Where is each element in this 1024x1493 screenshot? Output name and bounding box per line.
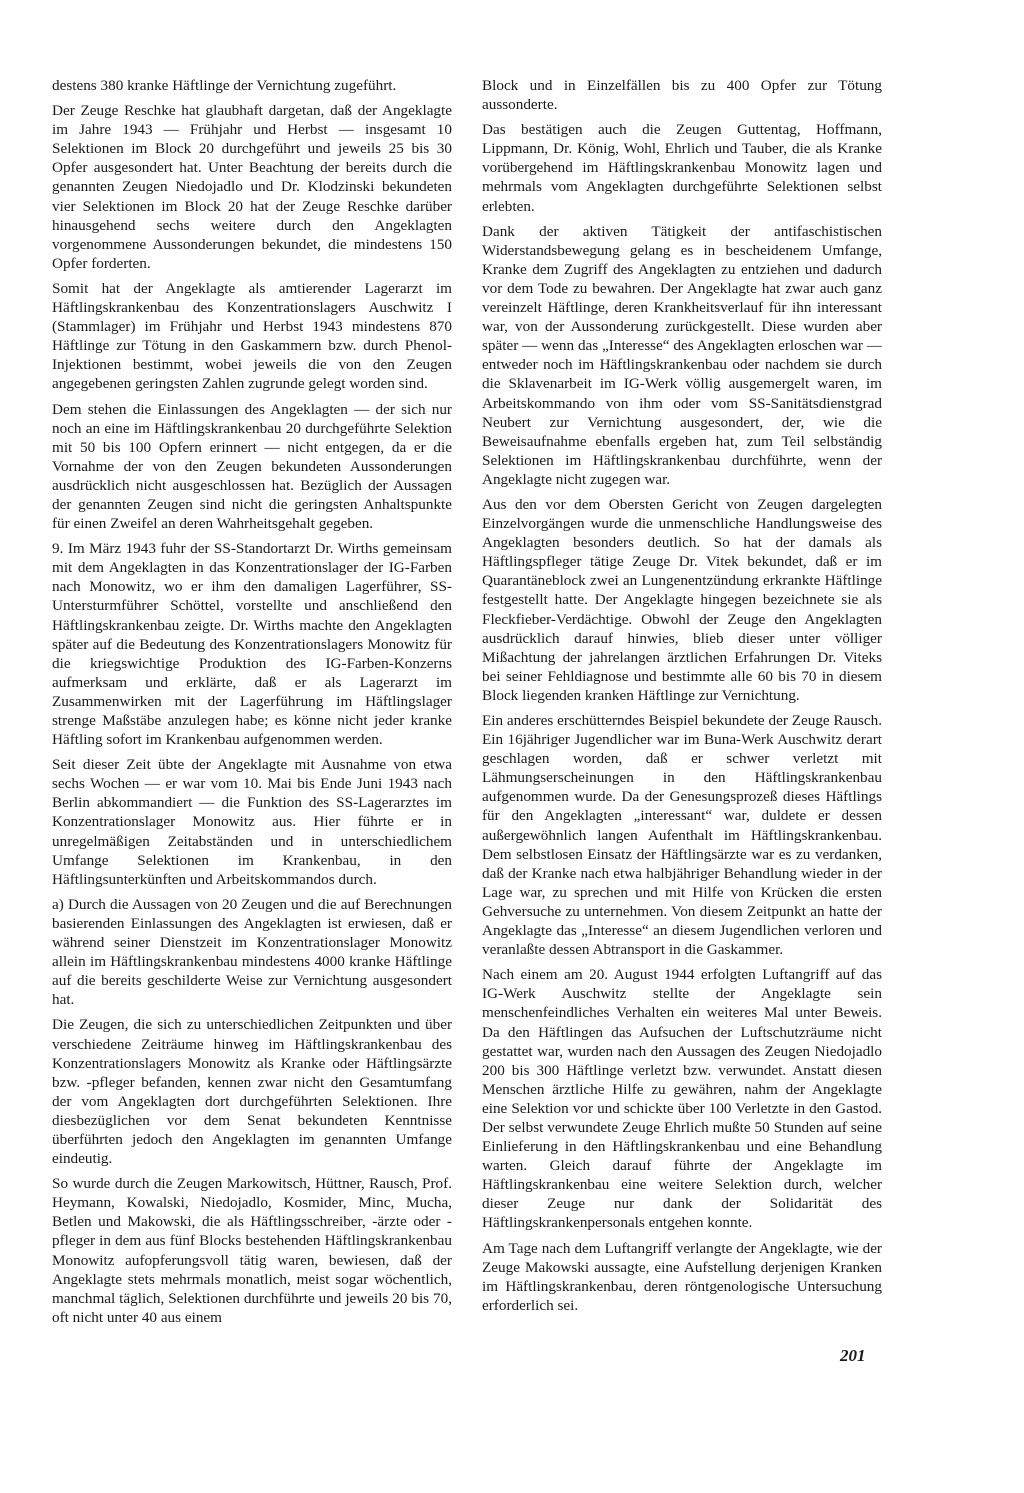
left-column bbox=[52, 76, 452, 1333]
paragraph: Ein anderes erschütterndes Beispiel bekundete der Zeuge Rausch. Ein 16jähriger Jugendlicher war im Buna-Werk Auschwitz derart geschlagen worden, daß er schwer verletzt mit Lähmungserscheinungen in den Häftlingskrankenbau aufgenommen wurde. Da der Genesungsprozeß dieses Häftlings für den Angeklagten „interessant“ war, duldete er dessen außergewöhnlich langen Aufenthalt im Häftlingskrankenbau. Dem selbstlosen Einsatz der Häftlingsärzte war es zu verdanken, daß der Kranke nach etwa halbjähriger Behandlung wieder in der Lage war, zu sprechen und mit Hilfe von Krücken die ersten Gehversuche zu unternehmen. Von diesem Zeitpunkt an hatte der Angeklagte das „Interesse“ an diesem Jugendlichen verloren und veranlaßte dessen Abtransport in die Gaskammer. bbox=[482, 712, 882, 959]
paragraph: Dem stehen die Einlassungen des Angeklagten — der sich nur noch an eine im Häftlingskrankenbau 20 durchgeführte Selektion mit 50 bis 100 Opfern erinnert — nicht entgegen, da er die Vornahme der von den Zeugen bekundeten Aussonderungen ausdrücklich nicht ausgeschlossen hat. Bezüglich der Aussagen der genannten Zeugen sind nicht die geringsten Anhaltspunkte für einen Zweifel an deren Wahrheitsgehalt gegeben. bbox=[52, 400, 452, 533]
paragraph: a) Durch die Aussagen von 20 Zeugen und die auf Berechnungen basierenden Einlassungen des Angeklagten ist erwiesen, daß er während seiner Dienstzeit im Konzentrationslager Monowitz allein im Häftlingskrankenbau mindestens 4000 kranke Häftlinge auf die bereits geschilderte Weise zur Vernichtung ausgesondert hat. bbox=[52, 895, 452, 1009]
paragraph: Seit dieser Zeit übte der Angeklagte mit Ausnahme von etwa sechs Wochen — er war vom 10. Mai bis Ende Juni 1943 nach Berlin abkommandiert — die Funktion des SS-Lagerarztes im Konzentrationslager Monowitz aus. Hier führte er in unregelmäßigen Zeitabständen und in unterschiedlichem Umfange Selektionen im Krankenbau, in den Häftlingsunterkünften und Arbeitskommandos durch. bbox=[52, 756, 452, 888]
paragraph: So wurde durch die Zeugen Markowitsch, Hüttner, Rausch, Prof. Heymann, Kowalski, Niedojadlo, Kosmider, Minc, Mucha, Betlen und Makowski, die als Häftlingsschreiber, -ärzte oder -pfleger in dem aus fünf Blocks bestehenden Häftlingskrankenbau Monowitz aufopferungsvoll tätig waren, bewiesen, daß der Angeklagte stets mehrmals monatlich, meist sogar wöchentlich, manchmal täglich, Selektionen durchführte und jeweils 20 bis 70, oft nicht unter 40 aus einem bbox=[52, 1175, 452, 1326]
paragraph: Block und in Einzelfällen bis zu 400 Opfer zur Tötung aussonderte. bbox=[482, 77, 882, 114]
paragraph: Der Zeuge Reschke hat glaubhaft dargetan, daß der Angeklagte im Jahre 1943 — Frühjahr und Herbst — insgesamt 10 Selektionen im Block 20 durchgeführt und jeweils 25 bis 30 Opfer ausgesondert hat. Unter Beachtung der bereits durch die genannten Zeugen Niedojadlo und Dr. Klodzinski bekundeten vier Selektionen im Block 20 hat der Zeuge Reschke darüber hinausgehend sechs weitere durch den Angeklagten vorgenommene Aussonderungen bekundet, die mindestens 150 Opfer forderten. bbox=[52, 102, 452, 272]
paragraph: Nach einem am 20. August 1944 erfolgten Luftangriff auf das IG-Werk Auschwitz stellte der Angeklagte sein menschenfeindliches Verhalten ein weiteres Mal unter Beweis. Da den Häftlingen das Aufsuchen der Luftschutzräume nicht gestattet war, wurden nach den Aussagen des Zeugen Niedojadlo 200 bis 300 Häftlinge verletzt bzw. verwundet. Anstatt diesen Menschen ärztliche Hilfe zu gewähren, nahm der Angeklagte eine Selektion vor und schickte über 100 Verletzte in den Gastod. Der selbst verwundete Zeuge Ehrlich mußte 50 Stunden auf seine Einlieferung in den Häftlingskrankenbau und eine Behandlung warten. Gleich darauf führte der Angeklagte im Häftlingskrankenbau eine weitere Selektion durch, welcher dieser Zeuge nur dank der Solidarität des Häftlingskrankenpersonals entgehen konnte. bbox=[482, 966, 882, 1232]
paragraph: destens 380 kranke Häftlinge der Vernichtung zugeführt. bbox=[52, 77, 397, 94]
page-number: 201 bbox=[840, 1346, 866, 1365]
paragraph: 9. Im März 1943 fuhr der SS-Standortarzt Dr. Wirths gemeinsam mit dem Angeklagten in das Konzentrationslager der IG-Farben nach Monowitz, wo er ihm den damaligen Lagerführer, SS-Untersturmführer Schöttel, vorstellte und anschließend den Häftlingskrankenbau zeigte. Dr. Wirths machte den Angeklagten später auf die Bedeutung des Konzentrationslagers Monowitz für die kriegswichtige Produktion des IG-Farben-Konzerns aufmerksam und erklärte, daß er als Lagerarzt im Zusammenwirken mit der Lagerführung im Häftlingslager strenge Maßstäbe anzulegen habe; es könne nicht jeder kranke Häftling sofort im Krankenbau aufgenommen werden. bbox=[52, 540, 452, 749]
paragraph: Aus den vor dem Obersten Gericht von Zeugen dargelegten Einzelvorgängen wurde die unmenschliche Handlungsweise des Angeklagten besonders deutlich. So hat der damals als Häftlingspfleger tätige Zeuge Dr. Vitek bekundet, daß er im Quarantäneblock zwei an Lungenentzündung erkrankte Häftlinge festgestellt hatte. Der Angeklagte hingegen bezeichnete sie als Fleckfieber-Verdächtige. Obwohl der Zeuge den Angeklagten ausdrücklich darauf hinwies, blieb dieser unter völliger Mißachtung der jahrelangen ärztlichen Erfahrungen Dr. Viteks bei seiner Fehldiagnose und bestimmte alle 60 bis 70 in diesem Block liegenden kranken Häftlinge zur Vernichtung. bbox=[482, 495, 882, 704]
paragraph: Dank der aktiven Tätigkeit der antifaschistischen Widerstandsbewegung gelang es in bescheidenem Umfange, Kranke dem Zugriff des Angeklagten zu entziehen und dadurch vor dem Tode zu bewahren. Der Angeklagte hat zwar auch ganz vereinzelt Häftlinge, deren Krankheitsverlauf für ihn interessant war, von der Aussonderung zurückgestellt. Diese wurden aber später — wenn das „Interesse“ des Angeklagten erloschen war — entweder noch im Häftlingskrankenbau oder nachdem sie durch die Sklavenarbeit im IG-Werk völlig ausgemergelt waren, im Arbeitskommando von ihm oder vom SS-Sanitätsdienstgrad Neubert zur Vernichtung ausgesondert, der, wie die Beweisaufnahme ebenfalls ergeben hat, zum Teil selbständig Selektionen im Häftlingskrankenbau durchführte, wenn der Angeklagte nicht zugegen war. bbox=[482, 222, 882, 488]
right-column bbox=[482, 76, 882, 1321]
paragraph: Am Tage nach dem Luftangriff verlangte der Angeklagte, wie der Zeuge Makowski aussagte, eine Aufstellung derjenigen Kranken im Häftlingskrankenbau, deren röntgenologische Untersuchung erforderlich sei. bbox=[482, 1239, 882, 1314]
paragraph: Die Zeugen, die sich zu unterschiedlichen Zeitpunkten und über verschiedene Zeiträume hinweg im Häftlingskrankenbau des Konzentrationslagers Monowitz als Kranke oder Häftlingsärzte bzw. -pfleger befanden, kennen zwar nicht den Gesamtumfang der vom Angeklagten dort durchgeführten Selektionen. Ihre diesbezüglichen vor dem Senat bekundeten Kenntnisse überführten jedoch den Angeklagten im genannten Umfange eindeutig. bbox=[52, 1016, 452, 1168]
paragraph: Somit hat der Angeklagte als amtierender Lagerarzt im Häftlingskrankenbau des Konzentrationslagers Auschwitz I (Stammlager) im Frühjahr und Herbst 1943 mindestens 870 Häftlinge zur Tötung in den Gaskammern bzw. durch Phenol-Injektionen bestimmt, wobei jeweils die von den Zeugen angegebenen geringsten Zahlen zugrunde gelegt worden sind. bbox=[52, 279, 452, 393]
paragraph: Das bestätigen auch die Zeugen Guttentag, Hoffmann, Lippmann, Dr. König, Wohl, Ehrlich und Tauber, die als Kranke vorübergehend im Häftlingskrankenbau Monowitz lagen und mehrmals vom Angeklagten durchgeführte Selektionen selbst erlebten. bbox=[482, 121, 882, 215]
